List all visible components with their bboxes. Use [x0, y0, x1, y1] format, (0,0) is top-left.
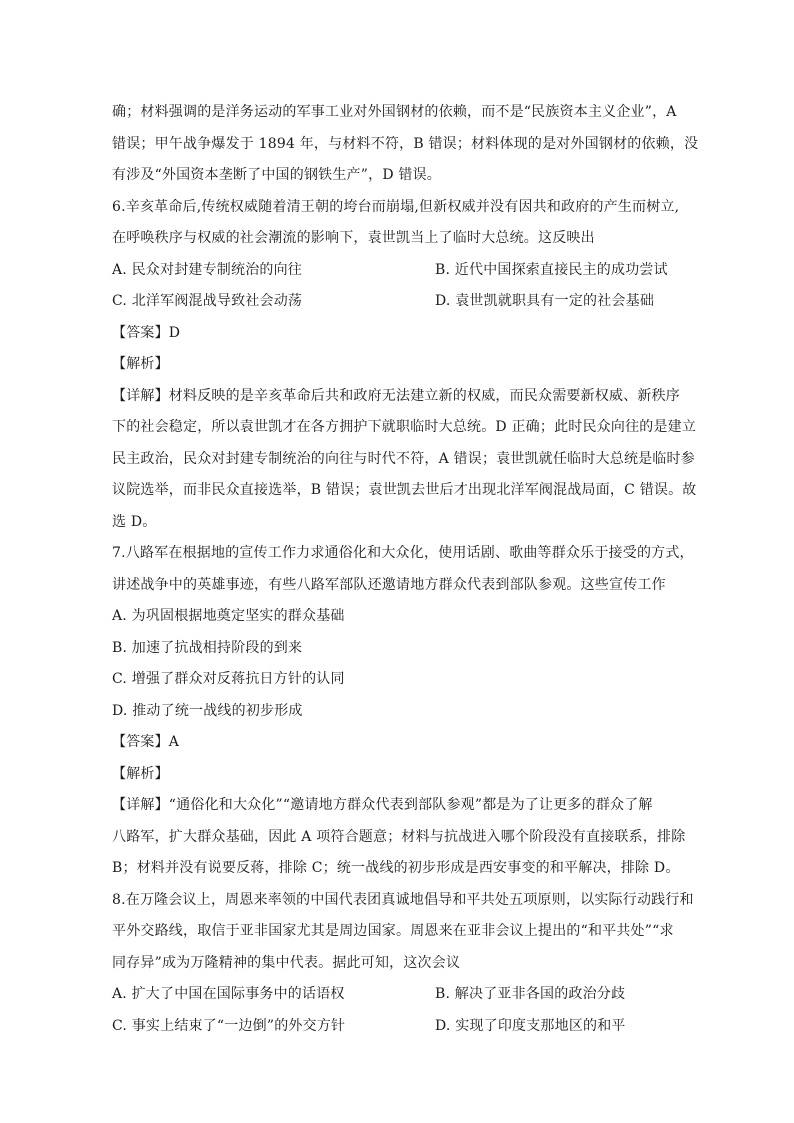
- q6-detail-line-1: 【详解】材料反映的是辛亥革命后共和政府无法建立新的权威，而民众需要新权威、新秩序: [112, 388, 680, 404]
- q8-option-d: D. 实现了印度支那地区的和平: [435, 1018, 626, 1034]
- q6-option-a: A. 民众对封建专制统治的向往: [112, 262, 303, 278]
- q6-option-c: C. 北洋军阀混战导致社会动荡: [112, 293, 303, 309]
- q8-option-b: B. 解决了亚非各国的政治分歧: [435, 986, 626, 1002]
- q7-analysis-label: 【解析】: [112, 766, 169, 782]
- q6-detail-line-5: 选 D。: [112, 514, 157, 530]
- q6-option-b: B. 近代中国探索直接民主的成功尝试: [435, 262, 668, 278]
- q6-detail-line-3: 民主政治，民众对封建专制统治的向往与时代不符，A 错误；袁世凯就任临时大总统是临时参: [112, 451, 695, 467]
- q7-option-b: B. 加速了抗战相持阶段的到来: [112, 640, 303, 656]
- q8-stem-line-1: 8.在万隆会议上，周恩来率领的中国代表团真诚地倡导和平共处五项原则，以实际行动践行和: [112, 892, 694, 908]
- q7-stem-line-1: 7.八路军在根据地的宣传工作力求通俗化和大众化，使用话剧、歌曲等群众乐于接受的方式，: [112, 545, 694, 561]
- q6-stem-line-1: 6.辛亥革命后,传统权威随着清王朝的垮台而崩塌,但新权威并没有因共和政府的产生而树立,: [112, 199, 680, 215]
- prev-analysis-line-3: 有涉及“外国资本垄断了中国的钢铁生产”，D 错误。: [112, 167, 441, 183]
- q7-answer: 【答案】A: [112, 734, 180, 750]
- q7-option-d: D. 推动了统一战线的初步形成: [112, 703, 303, 719]
- q7-detail-line-1: 【详解】“通俗化和大众化”“邀请地方群众代表到部队参观”都是为了让更多的群众了解: [112, 797, 653, 813]
- q8-option-c: C. 事实上结束了“一边倒”的外交方针: [112, 1018, 346, 1034]
- prev-analysis-line-2: 错误；甲午战争爆发于 1894 年，与材料不符，B 错误；材料体现的是对外国钢材的依赖，没: [112, 136, 699, 152]
- q6-detail-line-4: 议院选举，而非民众直接选举，B 错误；袁世凯去世后才出现北洋军阀混战局面，C 错误。故: [112, 482, 697, 498]
- q7-option-c: C. 增强了群众对反蒋抗日方针的认同: [112, 671, 345, 687]
- q6-analysis-label: 【解析】: [112, 356, 169, 372]
- q7-option-a: A. 为巩固根据地奠定坚实的群众基础: [112, 608, 345, 624]
- q6-answer: 【答案】D: [112, 325, 181, 341]
- q6-detail-line-2: 下的社会稳定，所以袁世凯才在各方拥护下就职临时大总统。D 正确；此时民众向往的是建立: [112, 419, 697, 435]
- q8-option-a: A. 扩大了中国在国际事务中的话语权: [112, 986, 345, 1002]
- q7-stem-line-2: 讲述战争中的英雄事迹，有些八路军部队还邀请地方群众代表到部队参观。这些宣传工作: [112, 577, 666, 593]
- q7-detail-line-2: 八路军，扩大群众基础，因此 A 项符合题意；材料与抗战进入哪个阶段没有直接联系，排除: [112, 829, 686, 845]
- prev-analysis-line-1: 确；材料强调的是洋务运动的军事工业对外国钢材的依赖，而不是“民族资本主义企业”，A: [112, 104, 677, 120]
- q6-stem-line-2: 在呼唤秩序与权威的社会潮流的影响下，袁世凯当上了临时大总统。这反映出: [112, 230, 595, 246]
- q8-stem-line-2: 平外交路线，取信于亚非国家尤其是周边国家。周恩来在亚非会议上提出的“和平共处”“求: [112, 923, 674, 939]
- q7-detail-line-3: B；材料并没有说要反蒋，排除 C；统一战线的初步形成是西安事变的和平解决，排除 D。: [112, 860, 680, 876]
- q6-option-d: D. 袁世凯就职具有一定的社会基础: [435, 293, 655, 309]
- q8-stem-line-3: 同存异”成为万隆精神的集中代表。据此可知，这次会议: [112, 955, 461, 971]
